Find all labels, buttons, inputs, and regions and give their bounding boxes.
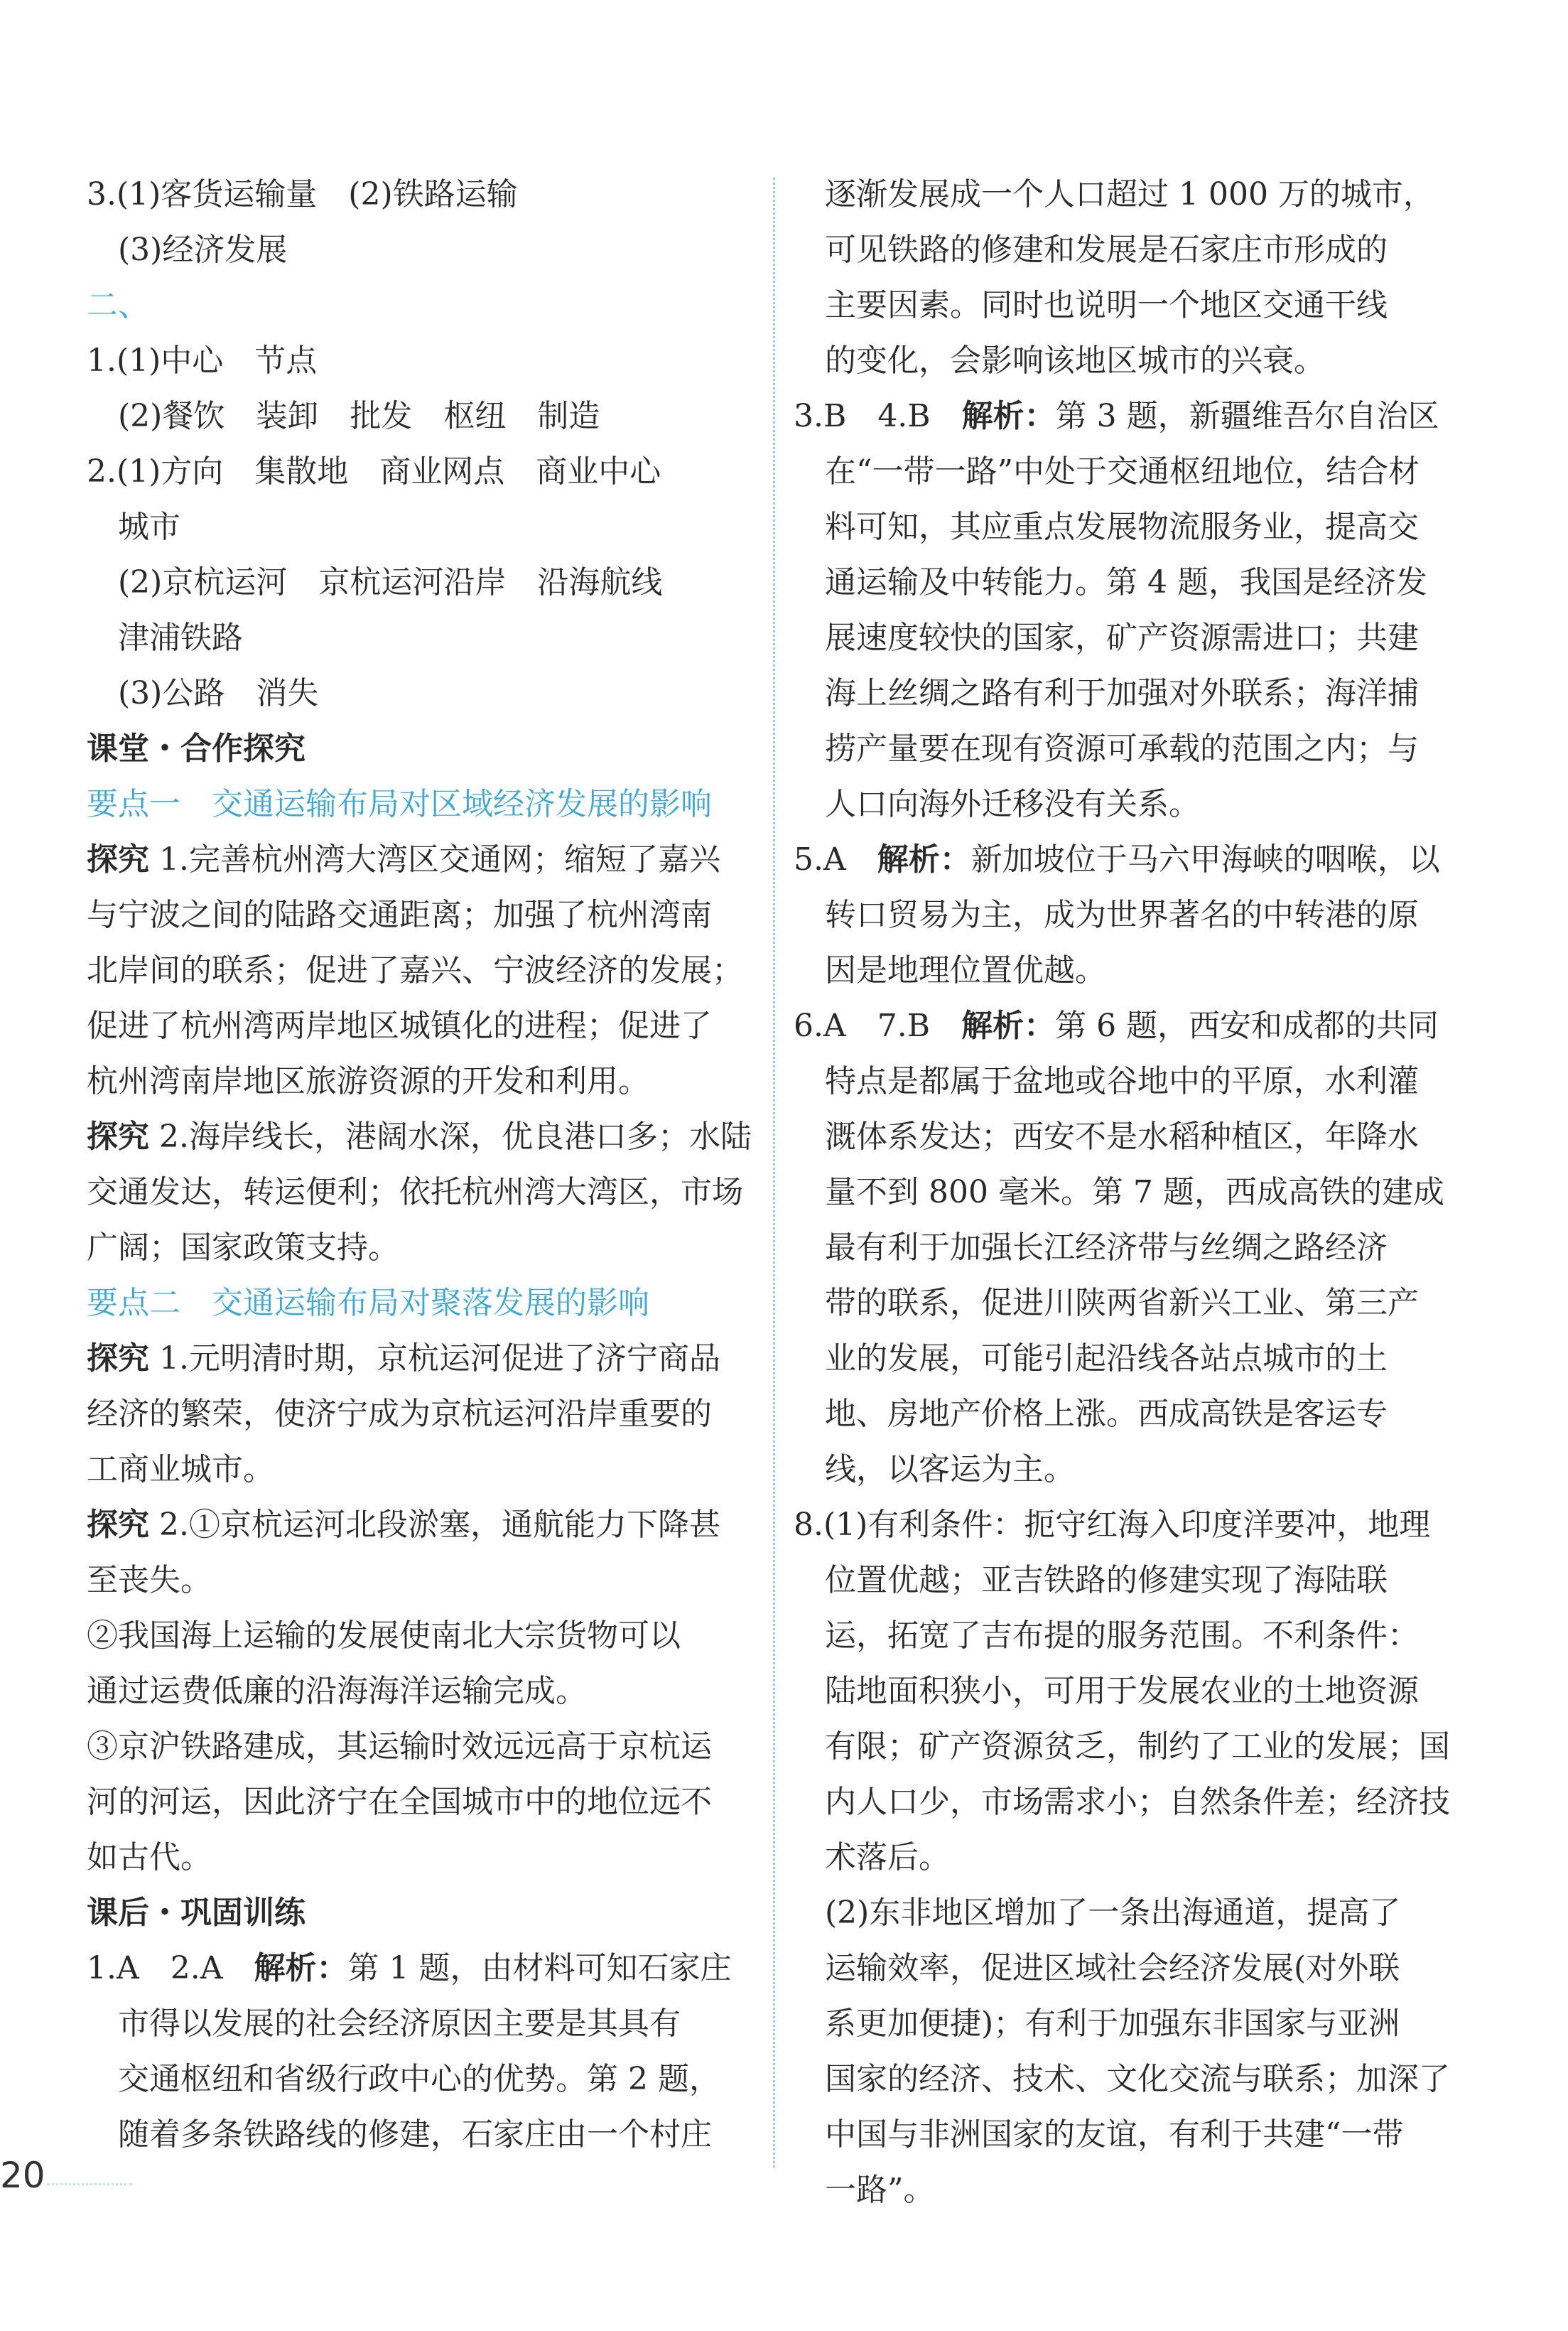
- column-divider: [773, 178, 775, 2168]
- text-line: 在“一带一路”中处于交通枢纽地位，结合材: [825, 453, 1420, 490]
- text-line: 带的联系，促进川陕两省新兴工业、第三产: [825, 1285, 1419, 1321]
- text-line: 捞产量要在现有资源可承载的范围之内；与: [825, 731, 1419, 767]
- text-line: 要点一 交通运输布局对区域经济发展的影响: [87, 786, 712, 822]
- page-number-dots: [47, 2183, 132, 2185]
- text-line: 至丧失。: [87, 1562, 212, 1598]
- text-line: 城市: [118, 509, 180, 545]
- text-line: 课后・巩固训练: [87, 1895, 306, 1931]
- keyword: 解析：: [961, 398, 1056, 434]
- text-line: 运，拓宽了吉布提的服务范围。不利条件：: [825, 1617, 1419, 1654]
- keyword: 探究: [87, 841, 149, 878]
- text-line: 展速度较快的国家，矿产资源需进口；共建: [825, 620, 1419, 656]
- text-line: 人口向海外迁移没有关系。: [825, 786, 1200, 822]
- text-line: 地、房地产价格上涨。西成高铁是客运专: [825, 1396, 1388, 1432]
- text-line: 探究 1.元明清时期，京杭运河促进了济宁商品: [87, 1340, 720, 1377]
- text-line: (2)东非地区增加了一条出海通道，提高了: [825, 1895, 1401, 1931]
- text-line: 可见铁路的修建和发展是石家庄市形成的: [825, 232, 1388, 268]
- text-line: 系更加便捷)；有利于加强东非国家与亚洲: [825, 2006, 1400, 2042]
- text-line: 2.(1)方向 集散地 商业网点 商业中心: [87, 453, 661, 490]
- text-line: ②我国海上运输的发展使南北大宗货物可以: [87, 1617, 681, 1654]
- page-number: 20: [0, 2155, 45, 2196]
- text-line: 内人口少，市场需求小；自然条件差；经济技: [825, 1784, 1450, 1820]
- text-line: 转口贸易为主，成为世界著名的中转港的原: [825, 897, 1419, 933]
- text-line: 河的河运，因此济宁在全国城市中的地位远不: [87, 1784, 712, 1820]
- text-line: 5.A 解析：新加坡位于马六甲海峡的咽喉，以: [794, 841, 1440, 878]
- text-line: 逐渐发展成一个人口超过 1 000 万的城市，: [825, 176, 1434, 212]
- text-line: 的变化，会影响该地区城市的兴衰。: [825, 343, 1325, 379]
- text-line: 主要因素。同时也说明一个地区交通干线: [825, 287, 1388, 323]
- text-line: 促进了杭州湾两岸地区城镇化的进程；促进了: [87, 1008, 712, 1044]
- text-line: 通运输及中转能力。第 4 题，我国是经济发: [825, 564, 1427, 601]
- text-line: 要点二 交通运输布局对聚落发展的影响: [87, 1285, 649, 1321]
- text-line: 北岸间的联系；促进了嘉兴、宁波经济的发展；: [87, 952, 743, 989]
- text-line: (3)经济发展: [118, 232, 288, 268]
- text-line: 市得以发展的社会经济原因主要是其具有: [118, 2006, 681, 2042]
- text-line: 二、: [87, 287, 149, 323]
- text-line: 随着多条铁路线的修建，石家庄由一个村庄: [118, 2116, 712, 2153]
- text-line: 1.A 2.A 解析：第 1 题，由材料可知石家庄: [87, 1950, 732, 1986]
- text-line: (2)餐饮 装卸 批发 枢纽 制造: [118, 398, 600, 434]
- text-line: 津浦铁路: [118, 620, 243, 656]
- text-line: 6.A 7.B 解析：第 6 题，西安和成都的共同: [794, 1008, 1439, 1044]
- text-line: 交通发达，转运便利；依托杭州湾大湾区，市场: [87, 1174, 743, 1210]
- text-line: 最有利于加强长江经济带与丝绸之路经济: [825, 1229, 1388, 1266]
- text-line: 线，以客运为主。: [825, 1451, 1075, 1487]
- text-line: 运输效率，促进区域社会经济发展(对外联: [825, 1950, 1400, 1986]
- text-line: 业的发展，可能引起沿线各站点城市的土: [825, 1340, 1388, 1377]
- text-line: 探究 2.海岸线长，港阔水深，优良港口多；水陆: [87, 1119, 752, 1155]
- keyword: 解析：: [254, 1950, 348, 1986]
- text-line: 术落后。: [825, 1839, 950, 1875]
- text-line: 探究 1.完善杭州湾大湾区交通网；缩短了嘉兴: [87, 841, 720, 878]
- text-line: 探究 2.①京杭运河北段淤塞，通航能力下降甚: [87, 1507, 720, 1543]
- keyword: 探究: [87, 1340, 149, 1377]
- text-line: 溉体系发达；西安不是水稻种植区，年降水: [825, 1119, 1419, 1155]
- text-line: ③京沪铁路建成，其运输时效远远高于京杭运: [87, 1728, 712, 1765]
- keyword: 探究: [87, 1119, 149, 1155]
- text-line: 特点是都属于盆地或谷地中的平原，水利灌: [825, 1063, 1419, 1099]
- text-line: (3)公路 消失: [118, 675, 319, 711]
- text-line: 杭州湾南岸地区旅游资源的开发和利用。: [87, 1063, 649, 1099]
- text-line: 3.B 4.B 解析：第 3 题，新疆维吾尔自治区: [794, 398, 1439, 434]
- text-line: 位置优越；亚吉铁路的修建实现了海陆联: [825, 1562, 1388, 1598]
- text-line: 与宁波之间的陆路交通距离；加强了杭州湾南: [87, 897, 712, 933]
- text-line: 有限；矿产资源贫乏，制约了工业的发展；国: [825, 1728, 1450, 1765]
- text-line: 陆地面积狭小，可用于发展农业的土地资源: [825, 1673, 1419, 1709]
- text-line: 广阔；国家政策支持。: [87, 1229, 399, 1266]
- text-line: 一路”。: [825, 2172, 935, 2208]
- text-line: 交通枢纽和省级行政中心的优势。第 2 题，: [118, 2061, 720, 2097]
- text-line: 经济的繁荣，使济宁成为京杭运河沿岸重要的: [87, 1396, 712, 1432]
- text-line: 通过运费低廉的沿海海洋运输完成。: [87, 1673, 587, 1709]
- keyword: 探究: [87, 1507, 149, 1543]
- text-line: 料可知，其应重点发展物流服务业，提高交: [825, 509, 1419, 545]
- text-line: 8.(1)有利条件：扼守红海入印度洋要冲，地理: [794, 1507, 1431, 1543]
- text-line: 如古代。: [87, 1839, 212, 1875]
- text-line: 3.(1)客货运输量 (2)铁路运输: [87, 176, 518, 212]
- text-line: 工商业城市。: [87, 1451, 274, 1487]
- text-line: 量不到 800 毫米。第 7 题，西成高铁的建成: [825, 1174, 1444, 1210]
- text-line: 因是地理位置优越。: [825, 952, 1106, 989]
- keyword: 解析：: [877, 841, 971, 878]
- text-line: 课堂・合作探究: [87, 731, 306, 767]
- text-line: (2)京杭运河 京杭运河沿岸 沿海航线: [118, 564, 663, 601]
- text-line: 中国与非洲国家的友谊，有利于共建“一带: [825, 2116, 1404, 2153]
- text-line: 1.(1)中心 节点: [87, 343, 318, 379]
- keyword: 解析：: [961, 1008, 1056, 1044]
- text-line: 国家的经济、技术、文化交流与联系；加深了: [825, 2061, 1450, 2097]
- text-line: 海上丝绸之路有利于加强对外联系；海洋捕: [825, 675, 1419, 711]
